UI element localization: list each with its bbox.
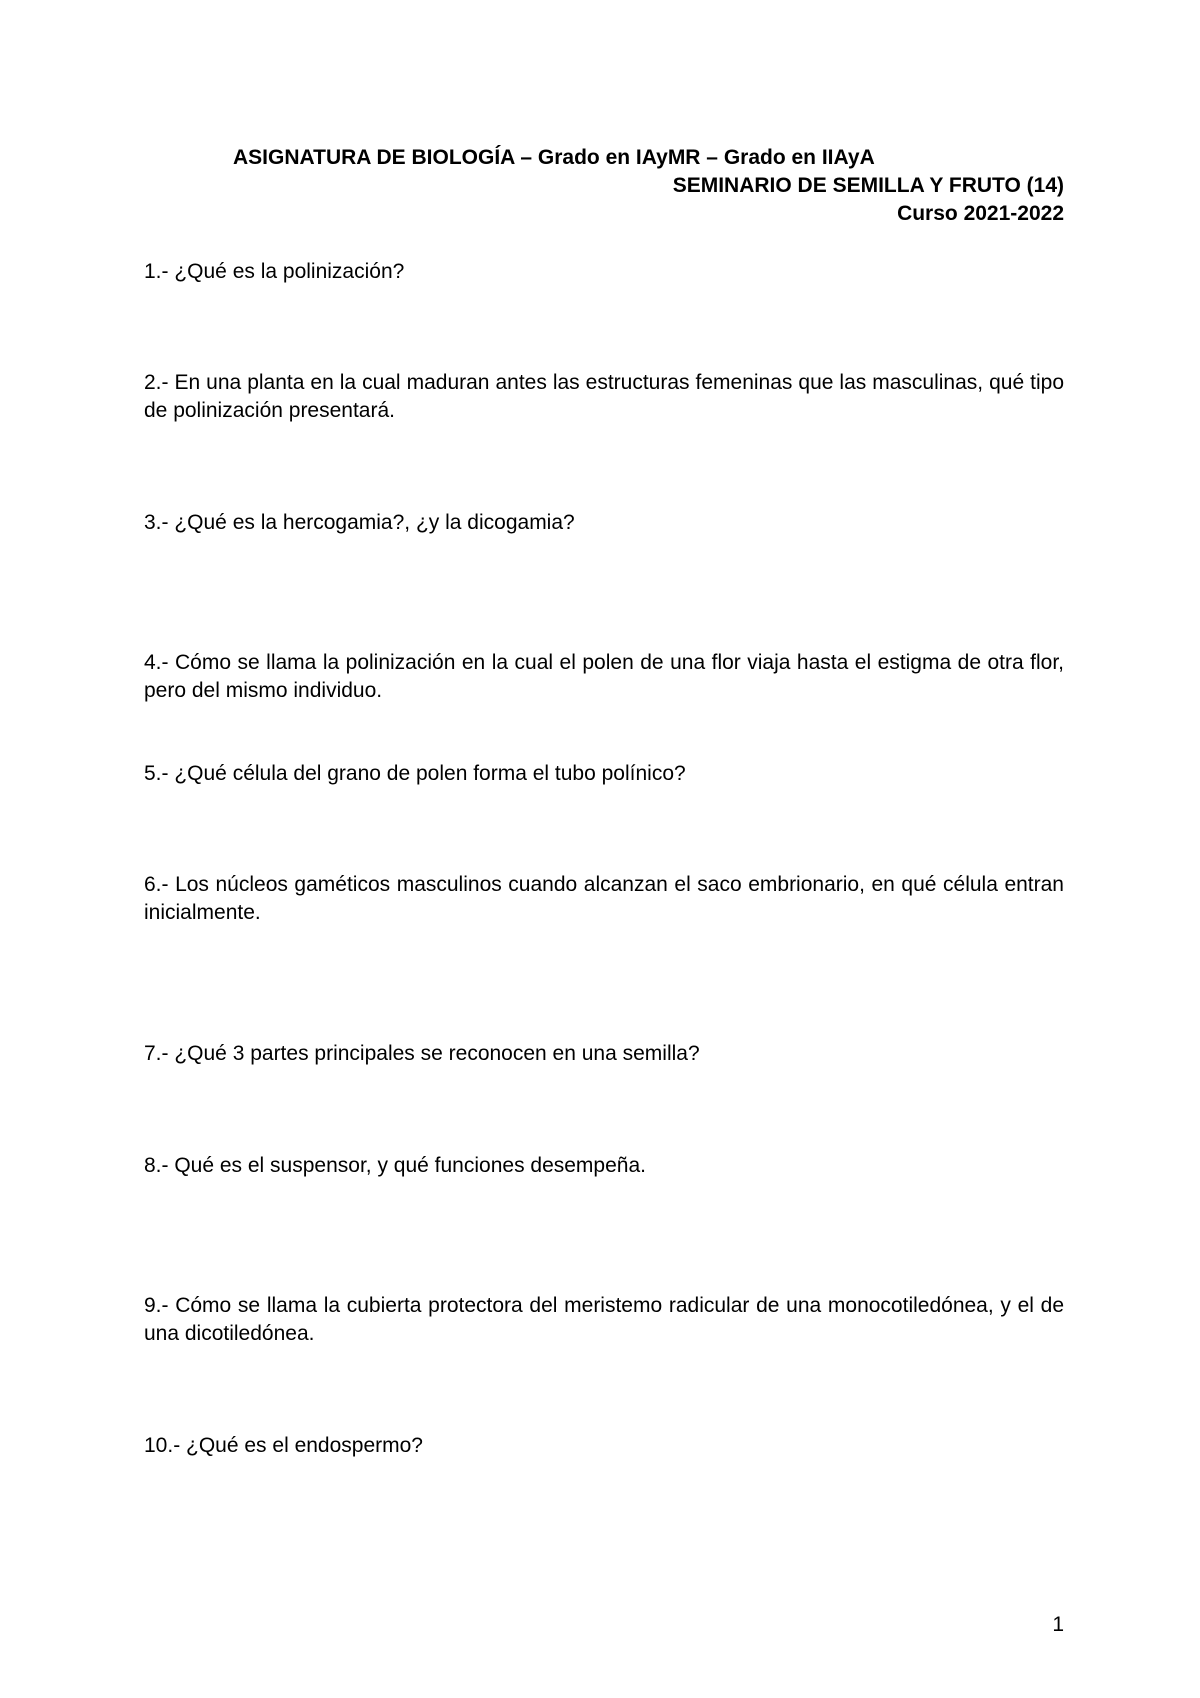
question-8: 8.- Qué es el suspensor, y qué funciones desempeña. xyxy=(144,1154,646,1177)
question-6: 6.- Los núcleos gaméticos masculinos cuando alcanzan el saco embrionario, en qué célula entran inicialmente. xyxy=(144,873,1064,924)
question-1: 1.- ¿Qué es la polinización? xyxy=(144,260,405,283)
academic-year: Curso 2021-2022 xyxy=(897,202,1064,225)
question-5: 5.- ¿Qué célula del grano de polen forma el tubo polínico? xyxy=(144,762,686,785)
question-7: 7.- ¿Qué 3 partes principales se reconocen en una semilla? xyxy=(144,1042,700,1065)
seminar-title: SEMINARIO DE SEMILLA Y FRUTO (14) xyxy=(672,174,1064,197)
question-3: 3.- ¿Qué es la hercogamia?, ¿y la dicogamia? xyxy=(144,511,575,534)
page-number: 1 xyxy=(1052,1613,1064,1636)
question-4: 4.- Cómo se llama la polinización en la cual el polen de una flor viaja hasta el estigma de otra flor, pero del mismo individuo. xyxy=(144,651,1064,702)
course-title: ASIGNATURA DE BIOLOGÍA – Grado en IAyMR – Grado en IIAyA xyxy=(233,146,875,169)
question-10: 10.- ¿Qué es el endospermo? xyxy=(144,1434,423,1457)
question-9: 9.- Cómo se llama la cubierta protectora del meristemo radicular de una monocotiledónea, y el de una dicotiledónea. xyxy=(144,1294,1064,1345)
question-2: 2.- En una planta en la cual maduran antes las estructuras femeninas que las masculinas, qué tipo de polinización presentará. xyxy=(144,371,1064,422)
